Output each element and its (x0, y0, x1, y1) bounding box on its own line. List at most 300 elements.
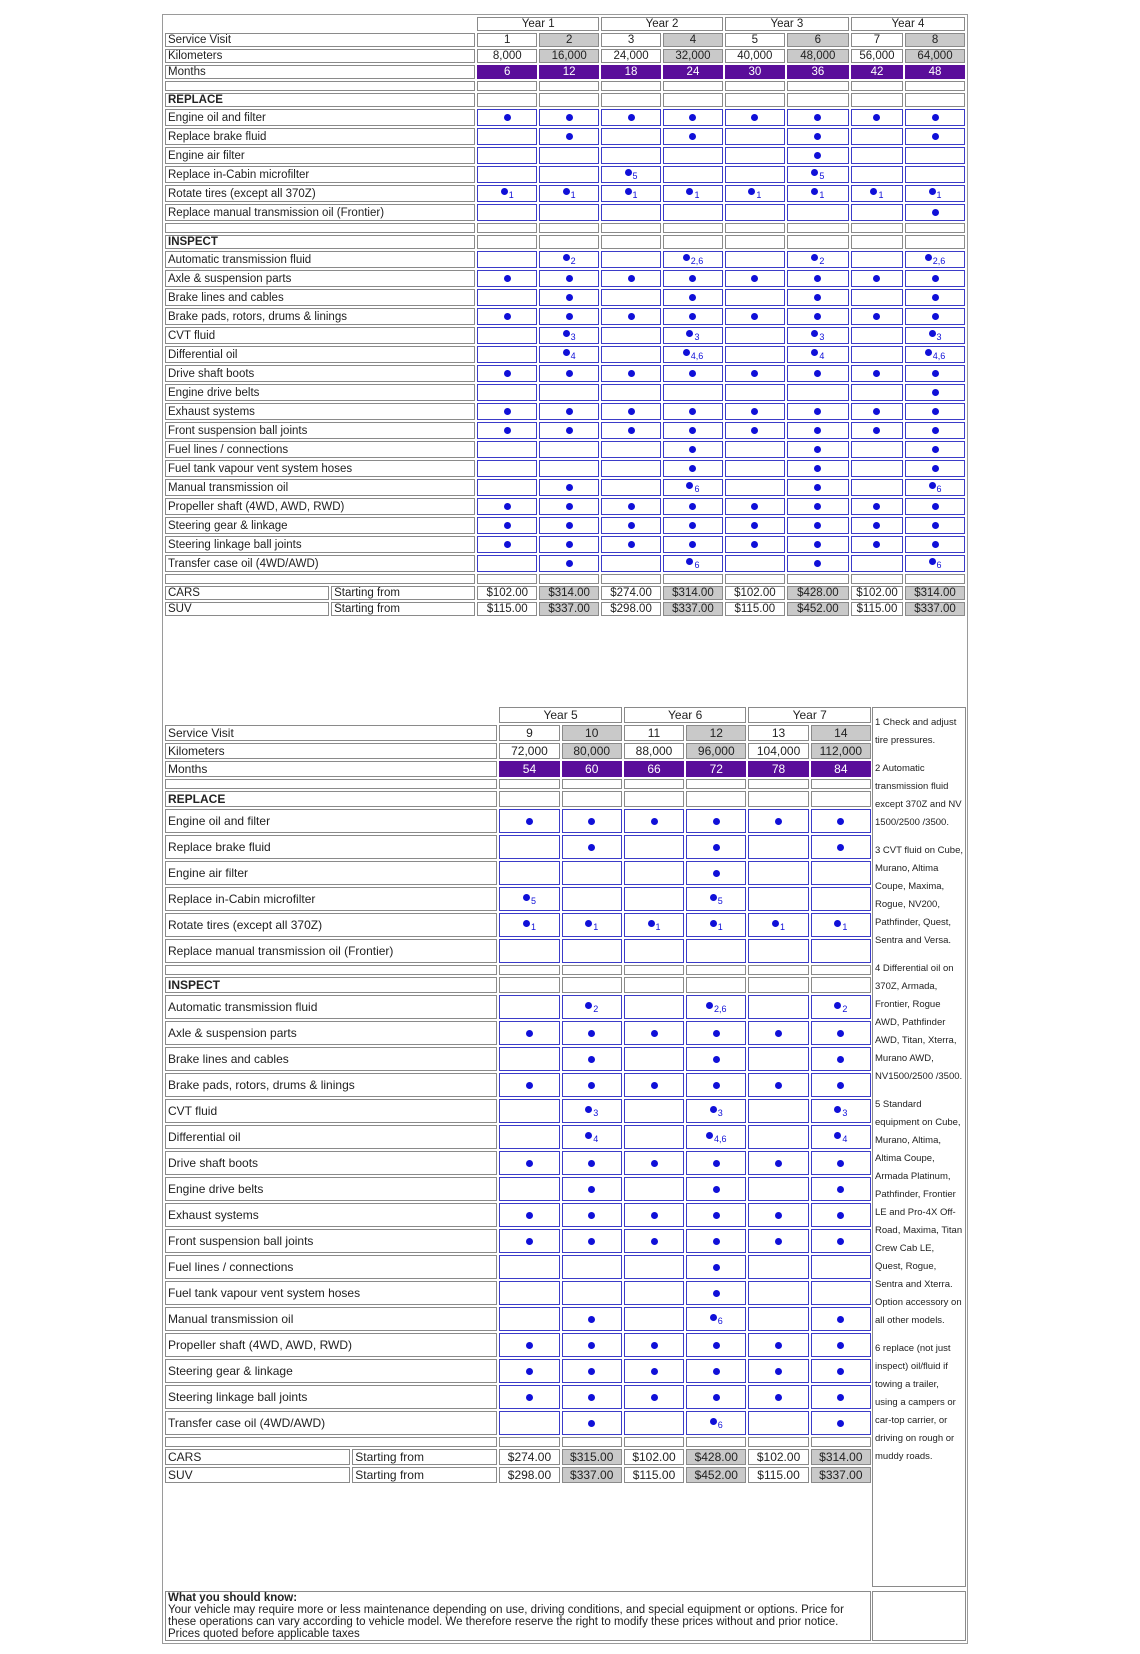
bullet-dot-icon (834, 920, 841, 927)
item-label: Propeller shaft (4WD, AWD, RWD) (165, 498, 475, 515)
bullet-dot-icon (686, 482, 693, 489)
footnote-ref: 2 (842, 1004, 848, 1014)
item-label: Exhaust systems (165, 403, 475, 420)
bullet-dot-icon (873, 408, 880, 415)
schedule-cell (539, 147, 599, 164)
bullet-dot-icon (689, 133, 696, 140)
schedule-cell (562, 861, 622, 885)
bullet-dot-icon (526, 1238, 533, 1245)
schedule-cell (539, 517, 599, 534)
schedule-cell (601, 346, 661, 363)
price-value: $115.00 (624, 1467, 684, 1483)
months-value: 54 (499, 761, 559, 777)
footnote-ref: 1 (694, 190, 700, 200)
schedule-cell (539, 109, 599, 126)
schedule-cell (686, 1177, 746, 1201)
bullet-dot-icon (837, 1316, 844, 1323)
schedule-cell (562, 1073, 622, 1097)
table-row (165, 441, 965, 458)
schedule-cell (787, 204, 849, 221)
schedule-cell (811, 861, 871, 885)
item-label: Axle & suspension parts (165, 270, 475, 287)
schedule-cell (499, 1255, 559, 1279)
footnote-3: 3 CVT fluid on Cube, Murano, Altima Coupe, Maxima, Rogue, NV200, Pathfinder, Quest, Sentra and Versa. (875, 845, 964, 946)
schedule-cell (562, 1047, 622, 1071)
schedule-cell (601, 536, 661, 553)
bullet-dot-icon (713, 870, 720, 877)
bullet-dot-icon (932, 446, 939, 453)
schedule-cell (851, 270, 903, 287)
schedule-cell (851, 128, 903, 145)
bullet-dot-icon (837, 818, 844, 825)
price-value: $115.00 (748, 1467, 808, 1483)
bullet-dot-icon (651, 1030, 658, 1037)
bullet-dot-icon (566, 275, 573, 282)
schedule-cell (851, 327, 903, 344)
km-value: 72,000 (499, 743, 559, 759)
schedule-cell (477, 403, 537, 420)
schedule-cell (905, 185, 965, 202)
schedule-cell (499, 1203, 559, 1227)
table-row (165, 1073, 871, 1097)
bullet-dot-icon (751, 313, 758, 320)
schedule-cell (499, 913, 559, 937)
table-row (165, 365, 965, 382)
schedule-cell (905, 517, 965, 534)
bullet-dot-icon (713, 1342, 720, 1349)
footnote-ref: 5 (819, 171, 825, 181)
schedule-cell (851, 479, 903, 496)
item-label: Engine air filter (165, 147, 475, 164)
footnote-ref: 1 (780, 922, 786, 932)
bullet-dot-icon (873, 427, 880, 434)
schedule-cell (811, 1255, 871, 1279)
visits-value: 12 (686, 725, 746, 741)
schedule-cell (601, 289, 661, 306)
schedule-cell (787, 270, 849, 287)
table-row (165, 204, 965, 221)
item-label: Fuel tank vapour vent system hoses (165, 1281, 497, 1305)
schedule-cell (601, 128, 661, 145)
schedule-cell (905, 536, 965, 553)
footnote-ref: 1 (655, 922, 661, 932)
bullet-dot-icon (585, 1106, 592, 1113)
bullet-dot-icon (686, 188, 693, 195)
footnote-ref: 1 (570, 190, 576, 200)
schedule-cell (905, 308, 965, 325)
schedule-cell (851, 403, 903, 420)
km-value: 64,000 (905, 49, 965, 63)
bullet-dot-icon (504, 427, 511, 434)
item-label: Engine drive belts (165, 384, 475, 401)
bullet-dot-icon (713, 1186, 720, 1193)
schedule-cell (811, 1385, 871, 1409)
km-label: Kilometers (165, 743, 497, 759)
footnote-ref: 1 (530, 922, 536, 932)
schedule-cell (787, 308, 849, 325)
months-value: 84 (811, 761, 871, 777)
schedule-cell (499, 939, 559, 963)
schedule-cell (499, 1411, 559, 1435)
schedule-cell (601, 166, 661, 183)
bullet-dot-icon (689, 370, 696, 377)
schedule-cell (851, 498, 903, 515)
bullet-dot-icon (932, 133, 939, 140)
schedule-cell (624, 1203, 684, 1227)
item-label: Automatic transmission fluid (165, 251, 475, 268)
bullet-dot-icon (837, 1212, 844, 1219)
table-row (165, 1333, 871, 1357)
bullet-dot-icon (588, 1030, 595, 1037)
schedule-cell (539, 251, 599, 268)
schedule-cell (686, 1099, 746, 1123)
schedule-cell (725, 289, 785, 306)
schedule-cell (748, 1151, 808, 1175)
schedule-cell (663, 185, 723, 202)
footnote-ref: 5 (632, 171, 638, 181)
schedule-cell (562, 1333, 622, 1357)
bullet-dot-icon (775, 1368, 782, 1375)
footnote-ref: 1 (508, 190, 514, 200)
bullet-dot-icon (932, 209, 939, 216)
km-value: 48,000 (787, 49, 849, 63)
bullet-dot-icon (814, 541, 821, 548)
bullet-dot-icon (751, 275, 758, 282)
footnote-ref: 1 (819, 190, 825, 200)
schedule-cell (477, 365, 537, 382)
bullet-dot-icon (526, 1212, 533, 1219)
bullet-dot-icon (814, 446, 821, 453)
schedule-cell (477, 479, 537, 496)
schedule-cell (787, 403, 849, 420)
bullet-dot-icon (713, 1368, 720, 1375)
bullet-dot-icon (713, 1212, 720, 1219)
schedule-cell (663, 109, 723, 126)
price-value: $337.00 (539, 602, 599, 616)
schedule-cell (811, 887, 871, 911)
footnote-ref: 2 (593, 1004, 599, 1014)
schedule-cell (624, 835, 684, 859)
schedule-cell (686, 939, 746, 963)
bullet-dot-icon (526, 1082, 533, 1089)
spacer-row (165, 223, 965, 233)
schedule-cell (601, 460, 661, 477)
bullet-dot-icon (814, 427, 821, 434)
months-value: 24 (663, 65, 723, 79)
bullet-dot-icon (772, 920, 779, 927)
schedule-cell (905, 270, 965, 287)
bullet-dot-icon (689, 503, 696, 510)
spacer-row (165, 81, 965, 91)
item-label: Drive shaft boots (165, 1151, 497, 1175)
price-value: $102.00 (624, 1449, 684, 1465)
schedule-cell (787, 289, 849, 306)
schedule-cell (601, 204, 661, 221)
schedule-cell (562, 1151, 622, 1175)
schedule-cell (601, 384, 661, 401)
table-row (165, 1125, 871, 1149)
schedule-cell (787, 422, 849, 439)
km-label: Kilometers (165, 49, 475, 63)
schedule-cell (562, 995, 622, 1019)
bullet-dot-icon (628, 114, 635, 121)
schedule-cell (477, 422, 537, 439)
schedule-cell (477, 517, 537, 534)
bullet-dot-icon (651, 1342, 658, 1349)
bullet-dot-icon (814, 114, 821, 121)
schedule-cell (851, 166, 903, 183)
visits-label: Service Visit (165, 725, 497, 741)
item-label: Axle & suspension parts (165, 1021, 497, 1045)
footnote-ref: 3 (694, 332, 700, 342)
bullet-dot-icon (686, 330, 693, 337)
bullet-dot-icon (588, 1368, 595, 1375)
bullet-dot-icon (814, 294, 821, 301)
schedule-cell (499, 835, 559, 859)
km-value: 80,000 (562, 743, 622, 759)
schedule-cell (601, 327, 661, 344)
schedule-cell (663, 460, 723, 477)
footnote-ref: 3 (593, 1108, 599, 1118)
bullet-dot-icon (563, 330, 570, 337)
schedule-cell (539, 403, 599, 420)
table-row (165, 995, 871, 1019)
footnotes-panel (872, 707, 966, 1587)
item-label: Replace in-Cabin microfilter (165, 887, 497, 911)
schedule-cell (725, 204, 785, 221)
bullet-dot-icon (706, 1132, 713, 1139)
bullet-dot-icon (814, 313, 821, 320)
price-value: $102.00 (725, 586, 785, 600)
schedule-cell (725, 346, 785, 363)
schedule-cell (624, 1385, 684, 1409)
schedule-cell (539, 346, 599, 363)
bullet-dot-icon (811, 169, 818, 176)
bullet-dot-icon (504, 503, 511, 510)
schedule-cell (477, 147, 537, 164)
schedule-cell (905, 422, 965, 439)
bullet-dot-icon (588, 1186, 595, 1193)
bullet-dot-icon (526, 1030, 533, 1037)
schedule-cell (905, 498, 965, 515)
schedule-cell (725, 384, 785, 401)
table-row (165, 536, 965, 553)
bullet-dot-icon (932, 522, 939, 529)
table-row (165, 887, 871, 911)
schedule-cell (601, 422, 661, 439)
item-label: Replace manual transmission oil (Frontier) (165, 204, 475, 221)
item-label: Transfer case oil (4WD/AWD) (165, 555, 475, 572)
schedule-table-years-5-7 (163, 705, 873, 1485)
schedule-cell (725, 479, 785, 496)
schedule-cell (787, 166, 849, 183)
schedule-cell (562, 1359, 622, 1383)
bullet-dot-icon (566, 503, 573, 510)
km-row (165, 743, 871, 759)
bullet-dot-icon (504, 275, 511, 282)
schedule-cell (663, 479, 723, 496)
schedule-cell (851, 555, 903, 572)
bullet-dot-icon (628, 427, 635, 434)
bullet-dot-icon (689, 313, 696, 320)
bullet-dot-icon (814, 152, 821, 159)
price-value: $428.00 (686, 1449, 746, 1465)
schedule-cell (499, 861, 559, 885)
schedule-cell (539, 536, 599, 553)
bullet-dot-icon (689, 465, 696, 472)
footnote-1: 1 Check and adjust tire pressures. (875, 717, 957, 746)
table-row (165, 517, 965, 534)
section-row (165, 977, 871, 993)
schedule-cell (905, 384, 965, 401)
schedule-cell (477, 128, 537, 145)
schedule-cell (562, 1255, 622, 1279)
schedule-cell (787, 384, 849, 401)
bullet-dot-icon (501, 188, 508, 195)
schedule-cell (787, 346, 849, 363)
bullet-dot-icon (713, 1160, 720, 1167)
starting-from-label: Starting from (352, 1467, 497, 1483)
schedule-cell (624, 1229, 684, 1253)
table-row (165, 185, 965, 202)
bullet-dot-icon (628, 408, 635, 415)
bullet-dot-icon (588, 1160, 595, 1167)
schedule-table-years-1-4 (163, 15, 967, 618)
km-value: 104,000 (748, 743, 808, 759)
schedule-cell (477, 308, 537, 325)
schedule-cell (905, 327, 965, 344)
schedule-cell (787, 517, 849, 534)
bullet-dot-icon (625, 169, 632, 176)
schedule-cell (851, 147, 903, 164)
bullet-dot-icon (504, 370, 511, 377)
bullet-dot-icon (775, 1160, 782, 1167)
schedule-cell (477, 498, 537, 515)
schedule-cell (811, 1151, 871, 1175)
table-row (165, 555, 965, 572)
schedule-cell (787, 441, 849, 458)
schedule-cell (477, 441, 537, 458)
bullet-dot-icon (775, 1394, 782, 1401)
table-row (165, 1385, 871, 1409)
bullet-dot-icon (837, 1368, 844, 1375)
starting-from-label: Starting from (331, 602, 475, 616)
schedule-cell (725, 498, 785, 515)
year-row (165, 707, 871, 723)
schedule-cell (477, 555, 537, 572)
bullet-dot-icon (713, 818, 720, 825)
item-label: Steering gear & linkage (165, 517, 475, 534)
bullet-dot-icon (932, 408, 939, 415)
months-value: 12 (539, 65, 599, 79)
bullet-dot-icon (837, 1056, 844, 1063)
schedule-cell (748, 1099, 808, 1123)
bullet-dot-icon (504, 408, 511, 415)
item-label: Replace brake fluid (165, 835, 497, 859)
schedule-cell (663, 365, 723, 382)
footnote-ref: 4,6 (714, 1134, 727, 1144)
bullet-dot-icon (929, 188, 936, 195)
schedule-cell (748, 1073, 808, 1097)
schedule-cell (539, 270, 599, 287)
schedule-cell (725, 536, 785, 553)
suv_prices-row (165, 602, 965, 616)
bullet-dot-icon (523, 920, 530, 927)
section-row (165, 791, 871, 807)
schedule-cell (477, 289, 537, 306)
schedule-cell (811, 1203, 871, 1227)
footnote-ref: 6 (717, 1316, 723, 1326)
schedule-cell (663, 308, 723, 325)
year-header: Year 2 (601, 17, 723, 31)
table-row (165, 1359, 871, 1383)
table-row (165, 289, 965, 306)
spacer-row (165, 965, 871, 975)
table-row (165, 1151, 871, 1175)
schedule-cell (748, 1203, 808, 1227)
schedule-cell (624, 887, 684, 911)
bullet-dot-icon (710, 1106, 717, 1113)
schedule-cell (562, 939, 622, 963)
schedule-cell (686, 1229, 746, 1253)
footnote-ref: 6 (717, 1420, 723, 1430)
schedule-cell (663, 555, 723, 572)
schedule-cell (539, 128, 599, 145)
table-row (165, 384, 965, 401)
bullet-dot-icon (710, 1314, 717, 1321)
schedule-cell (624, 1021, 684, 1045)
schedule-cell (787, 365, 849, 382)
bullet-dot-icon (563, 349, 570, 356)
item-label: Automatic transmission fluid (165, 995, 497, 1019)
bullet-dot-icon (713, 1238, 720, 1245)
schedule-cell (663, 346, 723, 363)
schedule-cell (725, 109, 785, 126)
schedule-cell (562, 1125, 622, 1149)
schedule-cell (477, 185, 537, 202)
months-value: 6 (477, 65, 537, 79)
visits-value: 13 (748, 725, 808, 741)
price-value: $274.00 (601, 586, 661, 600)
schedule-cell (624, 809, 684, 833)
km-value: 112,000 (811, 743, 871, 759)
schedule-cell (624, 1073, 684, 1097)
visits-value: 1 (477, 33, 537, 47)
section-header: INSPECT (165, 235, 475, 249)
price-value: $428.00 (787, 586, 849, 600)
schedule-cell (787, 185, 849, 202)
schedule-cell (905, 460, 965, 477)
footnote-ref: 3 (570, 332, 576, 342)
price-value: $115.00 (851, 602, 903, 616)
schedule-cell (686, 1307, 746, 1331)
bullet-dot-icon (873, 522, 880, 529)
table-row (165, 498, 965, 515)
schedule-cell (562, 887, 622, 911)
schedule-cell (624, 1177, 684, 1201)
bullet-dot-icon (566, 313, 573, 320)
schedule-cell (601, 109, 661, 126)
footnote-ref: 1 (717, 922, 723, 932)
price-value: $314.00 (663, 586, 723, 600)
schedule-cell (905, 441, 965, 458)
visits-row (165, 725, 871, 741)
section-header: INSPECT (165, 977, 497, 993)
visits-value: 6 (787, 33, 849, 47)
schedule-cell (725, 403, 785, 420)
months-value: 30 (725, 65, 785, 79)
bullet-dot-icon (588, 1394, 595, 1401)
